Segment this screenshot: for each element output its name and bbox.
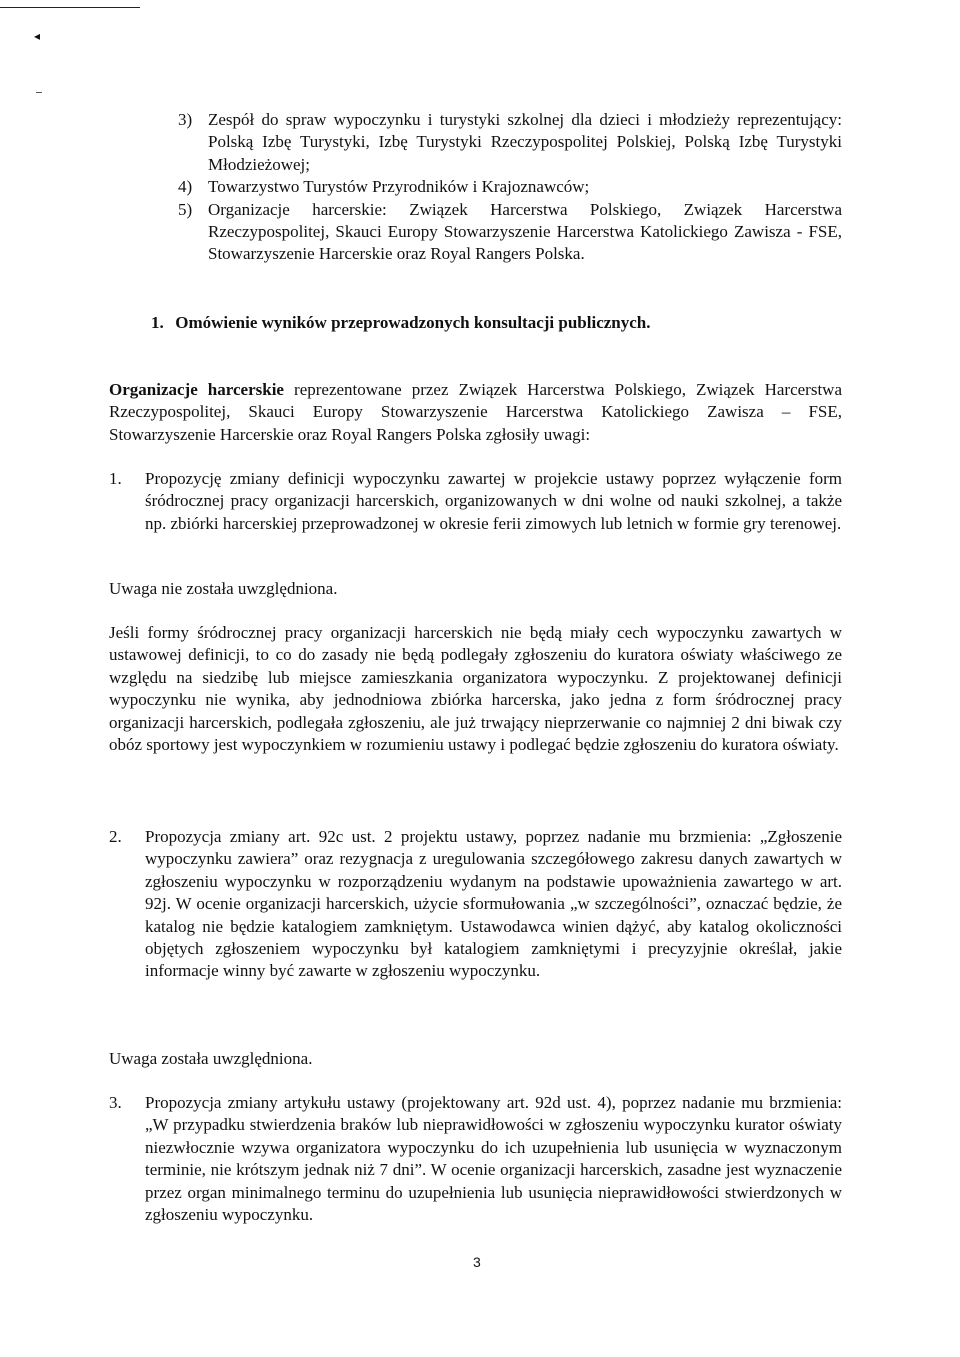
list-item bbox=[178, 109, 842, 176]
remark-number: 1. bbox=[109, 469, 122, 488]
list-item bbox=[178, 199, 842, 266]
section-number: 1. bbox=[151, 313, 164, 332]
intro-paragraph bbox=[109, 379, 842, 446]
list-item-number: 5) bbox=[178, 199, 193, 219]
intro-list bbox=[178, 109, 842, 266]
remark-text: Propozycja zmiany art. 92c ust. 2 projektu ustawy, poprzez nadanie mu brzmienia: „Zgłoszenie wypoczynku zawiera” oraz rezygnacja z uregulowania szczegółowego zakresu danych zawartych w zgłoszeniu wypoczynku w rozporządzeniu wydanym na podstawie upoważnienia zawartego w art. 92j. W ocenie organizacji harcerskich, użycie sformułowania „w szczególności”, oznaczać będzie, że katalog nie będzie katalogiem zamkniętym. Ustawodawca winien dążyć, aby katalog okoliczności objętych zgłoszeniem wypoczynku był katalogiem zamkniętymi i precyzyjnie określał, jakie informacje winny być zawarte w zgłoszeniu wypoczynku. bbox=[145, 827, 842, 981]
section-heading bbox=[151, 312, 651, 334]
section-title: Omówienie wyników przeprowadzonych konsultacji publicznych. bbox=[175, 313, 651, 332]
top-rule bbox=[0, 7, 140, 8]
remark-item bbox=[109, 468, 842, 535]
remark-item bbox=[109, 1092, 842, 1226]
remark-verdict: Uwaga nie została uwzględniona. bbox=[109, 579, 338, 598]
page-number: 3 bbox=[473, 1254, 481, 1270]
remark-explanation: Jeśli formy śródrocznej pracy organizacji harcerskich nie będą miały cech wypoczynku zawartych w ustawowej definicji, to co do zasady nie będą podlegały zgłoszeniu do kuratora oświaty właściwego ze względu na siedzibę lub miejsce zamieszkania organizatora wypoczynku. Z projektowanej definicji wypoczynku nie wynika, aby jednodniowa zbiórka harcerska, jako jedna z form śródrocznej pracy organizacji harcerskich, podlegała zgłoszeniu, ale już trwający nieprzerwanie co najmniej 2 dni biwak czy obóz sportowy jest wypoczynkiem w rozumieniu ustawy i podlegać będzie zgłoszeniu do kuratora oświaty. bbox=[109, 623, 842, 755]
remark-text: Propozycja zmiany artykułu ustawy (projektowany art. 92d ust. 4), poprzez nadanie mu brzmienia: „W przypadku stwierdzenia braków lub nieprawidłowości w zgłoszeniu wypoczynku kurator oświaty niezwłocznie wzywa organizatora wypoczynku do ich uzupełnienia lub usunięcia w wyznaczonym terminie, nie krótszym jednak niż 7 dni”. W ocenie organizacji harcerskich, zasadne jest wyznaczenie przez organ minimalnego terminu do uzupełnienia lub usunięcia nieprawidłowości stwierdzonych w zgłoszeniu wypoczynku. bbox=[145, 1093, 842, 1225]
intro-paragraph-lead: Organizacje harcerskie bbox=[109, 380, 284, 399]
remark-number: 3. bbox=[109, 1093, 122, 1112]
list-item-text: Zespół do spraw wypoczynku i turystyki szkolnej dla dzieci i młodzieży reprezentujący: Polską Izbę Turystyki, Izbę Turystyki Rzeczypospolitej Polskiej, Polską Izbę Turystyki Młodzieżowej; bbox=[208, 110, 842, 174]
list-item-text: Towarzystwo Turystów Przyrodników i Krajoznawców; bbox=[208, 177, 590, 197]
list-item-text: Organizacje harcerskie: Związek Harcerstwa Polskiego, Związek Harcerstwa Rzeczypospolitej, Skauci Europy Stowarzyszenie Harcerstwa Katolickiego Zawisza - FSE, Stowarzyszenie Harcerskie oraz Royal Rangers Polska. bbox=[208, 199, 842, 264]
intro-paragraph-text: reprezentowane przez Związek Harcerstwa Polskiego, Związek Harcerstwa Rzeczypospolitej, Skauci Europy Stowarzyszenie Harcerstwa Katolickiego Zawisza – FSE, Stowarzyszenie Harcerskie oraz Royal Rangers Polska zgłosiły uwagi: bbox=[109, 380, 842, 444]
remark-item bbox=[109, 826, 842, 983]
list-item bbox=[178, 176, 842, 198]
remark-number: 2. bbox=[109, 827, 122, 846]
scan-dash bbox=[36, 92, 42, 93]
list-item-number: 4) bbox=[178, 177, 193, 197]
list-item-number: 3) bbox=[178, 110, 193, 129]
scan-mark-icon: ◂ bbox=[34, 29, 41, 43]
remark-verdict: Uwaga została uwzględniona. bbox=[109, 1049, 313, 1068]
remark-text: Propozycję zmiany definicji wypoczynku zawartej w projekcie ustawy poprzez wyłączenie form śródrocznej pracy organizacji harcerskich, organizowanych w dni wolne od nauki szkolnej, a także np. zbiórki harcerskiej przeprowadzonej w okresie ferii zimowych lub letnich w formie gry terenowej. bbox=[145, 469, 842, 533]
